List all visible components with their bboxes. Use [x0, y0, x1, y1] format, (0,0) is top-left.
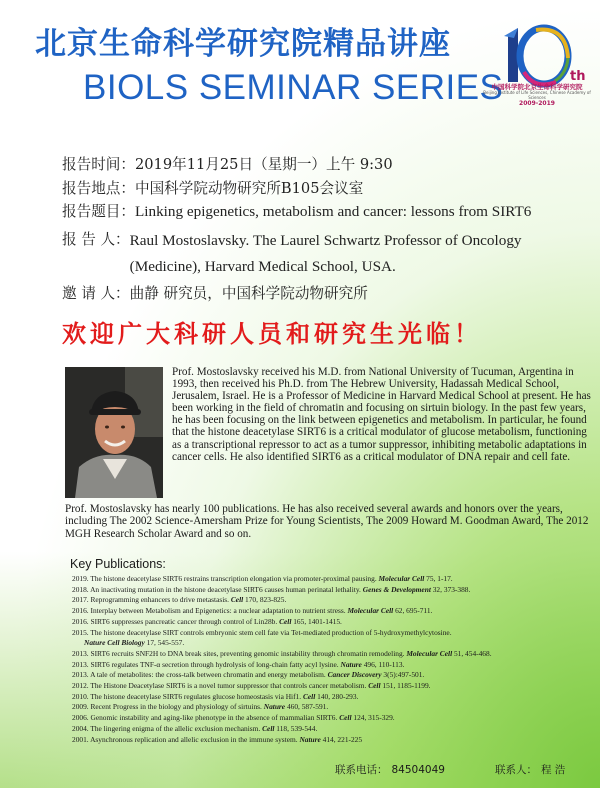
publication-journal: Molecular Cell — [378, 574, 425, 583]
topic-label: 报告题目： — [62, 203, 135, 220]
publication-journal: Nature — [299, 734, 321, 744]
publication-item — [72, 574, 597, 585]
publication-item — [72, 681, 597, 692]
publication-ref: 62, 695-711. — [393, 606, 433, 616]
publication-text: 2016. Interplay between Metabolism and Epigenetics: a nuclear adaptation to nutrient stress. — [72, 606, 348, 616]
publication-journal: Cell — [230, 595, 244, 605]
info-row-host — [62, 282, 592, 306]
publication-journal: Nature — [340, 659, 362, 669]
host-label: 邀 请 人： — [62, 284, 130, 302]
publication-ref: 32, 373-388. — [430, 584, 471, 594]
publication-item — [72, 638, 597, 649]
info-row-speaker — [62, 228, 592, 280]
publication-journal: Cell — [262, 723, 275, 733]
publication-item — [72, 692, 597, 703]
contact-person-label: 联系人： — [494, 764, 537, 776]
speaker-photo — [65, 367, 163, 498]
publication-item — [72, 595, 597, 606]
host-value: 曲静 研究员，中国科学院动物研究所 — [129, 284, 368, 302]
bio-paragraph-1: Prof. Mostoslavsky received his M.D. from National University of Tucuman, Argentina in 1993, then received his Ph.D. from The Hebrew University, Hadassah Medical School, Jerusalem, Israel. He is a Professor of Medicine in Harvard Medical School at present. He has been working in the field of chromatin and focusing on sirtuin biology. In the past few years, he has been focusing on the link between epigenetics and metabolism. In particular, he found that the histone deacetylase SIRT6 is a critical modulator of glucose metabolism, functioning as a transcriptional repressor to act as a tumor suppressor, inhibiting metabolic adaptations in cancer cells. He also identified SIRT6 as a critical modulator of DNA repair and cell fate. — [172, 366, 591, 463]
publication-text — [72, 638, 84, 647]
phone-value: 84504049 — [391, 764, 445, 776]
info-row-place — [62, 177, 592, 201]
publication-item — [72, 724, 597, 735]
contact-person-value: 程 浩 — [540, 764, 566, 776]
page-title-chinese: 北京生命科学研究院精品讲座 — [35, 26, 451, 62]
publication-ref: 496, 110-113. — [361, 659, 405, 669]
bio-paragraph-2: Prof. Mostoslavsky has nearly 100 publications. He has also received several awards and honors over the years, including The 2002 Science-Amersham Prize for Young Scientists, The 2009 Howard M. Goodman Award, The 2012 MGH Research Scholar Award and so on. — [65, 503, 589, 540]
phone-label: 联系电话： — [335, 764, 388, 776]
publication-text: 2012. The Histone Deacetylase SIRT6 is a novel tumor suppressor that controls cancer metabolism. — [72, 681, 369, 691]
publication-item — [72, 585, 597, 596]
speaker-value: Raul Mostoslavsky. The Laurel Schwartz Professor of Oncology (Medicine), Harvard Medical School, USA. — [129, 231, 522, 275]
publication-journal: Genes & Development — [362, 584, 431, 594]
publication-item — [72, 702, 597, 713]
publication-item — [72, 606, 597, 617]
logo-numeral-zero — [520, 28, 568, 84]
welcome-banner: 欢迎广大科研人员和研究生光临！ — [62, 319, 482, 348]
publication-item — [72, 617, 597, 628]
publication-text: 2019. The histone deacetylase SIRT6 restrains transcription elongation via promoter-proximal pausing. — [72, 574, 379, 583]
speaker-portrait-image — [65, 367, 163, 498]
publication-ref: 17, 545-557. — [144, 638, 185, 648]
publication-ref: 414, 221-225 — [320, 734, 363, 744]
publication-text: 2015. The histone deacetylase SIRT controls embryonic stem cell fate via Tet-mediated production of 5-hydroxymethylcytosine. — [72, 627, 452, 637]
logo-caption-en: Beijing Institute of Life Sciences, Chinese Academy of Sciences — [483, 90, 591, 101]
speaker-label: 报 告 人： — [62, 230, 130, 248]
publication-journal: Molecular Cell — [406, 648, 453, 658]
publication-journal: Cell — [302, 691, 316, 701]
publication-text: 2004. The lingering enigma of the allelic exclusion mechanism. — [72, 723, 263, 733]
publication-journal: Cell — [368, 681, 381, 691]
time-label: 报告时间： — [62, 156, 135, 173]
publication-text: 2001. Asynchronous replication and allelic exclusion in the immune system. — [72, 734, 300, 744]
key-publications-title: Key Publications: — [70, 557, 166, 571]
contact-info — [335, 762, 595, 777]
publication-item — [72, 713, 597, 724]
publication-item — [72, 670, 597, 681]
logo-years: 2009-2019 — [519, 99, 555, 107]
publication-journal: Nature — [263, 702, 286, 712]
publication-ref: 118, 539-544. — [274, 723, 318, 733]
publication-item — [72, 735, 597, 746]
publication-text: 2018. An inactivating mutation in the histone deacetylase SIRT6 causes human perinatal lethality. — [72, 584, 363, 594]
publication-text: 2013. SIRT6 recruits SNF2H to DNA break sites, preventing genomic instability through chromatin remodeling. — [72, 648, 407, 658]
page-title-english: BIOLS SEMINAR SERIES — [83, 68, 504, 107]
publication-text: 2016. SIRT6 suppresses pancreatic cancer through control of Lin28b. — [72, 616, 280, 626]
publication-ref: 140, 280-293. — [315, 691, 359, 701]
publication-text: 2013. SIRT6 regulates TNF-α secretion through hydrolysis of long-chain fatty acyl lysine. — [72, 659, 341, 669]
publication-ref: 3(5):497-501. — [381, 670, 425, 680]
time-value: 2019年11月25日（星期一）上午 9:30 — [134, 156, 393, 173]
logo-suffix: th — [570, 69, 586, 84]
publication-journal: Nature Cell Biology — [84, 638, 145, 648]
publication-item — [72, 660, 597, 671]
publication-journal: Cancer Discovery — [327, 670, 382, 680]
publication-ref: 151, 1185-1199. — [380, 681, 431, 691]
publication-ref: 460, 587-591. — [285, 702, 329, 712]
info-row-time — [62, 153, 592, 177]
logo-caption — [478, 84, 596, 108]
publication-ref: 51, 454-468. — [452, 648, 492, 658]
place-label: 报告地点： — [62, 179, 135, 197]
logo-caption-cn: 中国科学院北京生命科学研究院 — [491, 83, 583, 91]
info-row-topic — [62, 200, 592, 224]
publication-ref: 75, 1-17. — [424, 574, 453, 583]
publications-list — [72, 574, 597, 745]
publication-text: 2006. Genomic instability and aging-like phenotype in the absence of mammalian SIRT6. — [72, 713, 340, 723]
place-value: 中国科学院动物研究所B105会议室 — [134, 179, 364, 197]
publication-text: 2013. A tale of metabolites: the cross-talk between chromatin and energy metabolism. — [72, 670, 328, 680]
publication-item — [72, 649, 597, 660]
publication-text: 2009. Recent Progress in the biology and physiology of sirtuins. — [72, 702, 264, 712]
seminar-info — [62, 153, 592, 305]
publication-journal: Cell — [279, 616, 292, 626]
publication-text: 2017. Reprogramming enhancers to drive metastasis. — [72, 595, 231, 605]
publication-item — [72, 628, 597, 639]
publication-ref: 124, 315-329. — [351, 713, 395, 723]
publication-ref: 165, 1401-1415. — [291, 616, 342, 626]
topic-value: Linking epigenetics, metabolism and cancer: lessons from SIRT6 — [134, 203, 532, 220]
publication-journal: Cell — [339, 713, 352, 723]
publication-ref: 170, 823-825. — [243, 595, 287, 605]
publication-text: 2010. The histone deacetylase SIRT6 regulates glucose homeostasis via Hif1. — [72, 691, 303, 701]
logo-numeral-one — [504, 28, 518, 82]
publication-journal: Molecular Cell — [347, 606, 394, 616]
